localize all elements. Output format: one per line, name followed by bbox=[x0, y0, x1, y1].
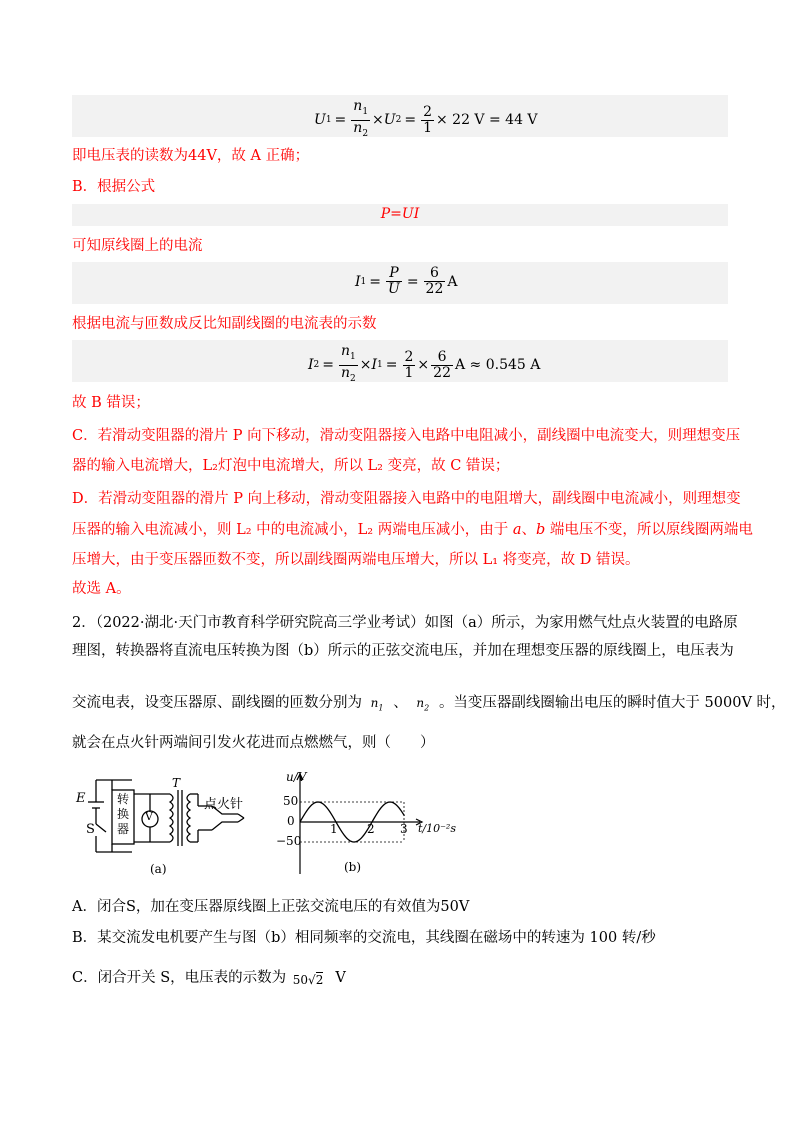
frac-n1-n2 bbox=[339, 344, 358, 387]
num: 6 bbox=[431, 350, 453, 366]
unit: A bbox=[447, 273, 458, 290]
text-span: 、 bbox=[521, 522, 536, 538]
sub: 1 bbox=[377, 360, 383, 371]
question-line: 理图，转换器将直流电压转换为图（b）所示的正弦交流电压，并加在理想变压器的原线圈上，电压表为 bbox=[72, 643, 734, 659]
tick-3: 3 bbox=[400, 822, 408, 836]
sub: 1 bbox=[325, 115, 332, 126]
tick-1: 1 bbox=[330, 822, 338, 836]
frac-6-22 bbox=[424, 266, 446, 297]
coef: 50 bbox=[292, 973, 309, 987]
text-span: 端电压不变，所以原线圈两端电 bbox=[545, 522, 753, 538]
sub: 2 bbox=[395, 115, 402, 126]
den: U bbox=[388, 281, 400, 297]
text-span: 交流电表，设变压器原、副线圈的匝数分别为 bbox=[72, 695, 362, 711]
option-b: B．某交流发电机要产生与图（b）相同频率的交流电，其线圈在磁场中的转速为 100 转/秒 bbox=[72, 930, 656, 946]
question-line: 就会在点火针两端间引发火花进而点燃燃气，则（ ） bbox=[72, 735, 435, 751]
symbol-U2: U bbox=[383, 112, 396, 129]
sub: 2 bbox=[350, 373, 356, 384]
figure-a-circuit bbox=[72, 772, 262, 882]
den: 22 bbox=[425, 281, 444, 297]
formula-current-2: I 2 = $\frac{n_1}{n_2}$ × I 1 = $\frac{2}{1}$ × $\frac{6}{22}$ A ≈ 0.545 A bbox=[308, 344, 540, 387]
text-italic: a bbox=[512, 522, 522, 538]
frac-2-1 bbox=[403, 350, 416, 381]
formula-box-1 bbox=[72, 95, 728, 137]
sub: 2 bbox=[313, 360, 320, 371]
label-S: S bbox=[86, 822, 95, 837]
tick-0: 0 bbox=[287, 814, 295, 828]
formula-box-4 bbox=[72, 340, 728, 382]
tick-neg50: −50 bbox=[276, 834, 302, 848]
question-line: 交流电表，设变压器原、副线圈的匝数分别为 $n_1$ 、 $n_2$ 。当变压器副线圈输出电压的瞬时值大于 5000V 时， bbox=[72, 695, 786, 713]
text-line: 根据电流与匝数成反比知副线圈的电流表的示数 bbox=[72, 316, 377, 332]
n2: n bbox=[353, 119, 363, 136]
formula-box-2 bbox=[72, 204, 728, 226]
num: 2 bbox=[423, 103, 432, 120]
n1: n bbox=[341, 343, 351, 359]
text-line: 可知原线圈上的电流 bbox=[72, 238, 203, 254]
text-span: 压器的输入电流减小，则 L₂ 中的电流减小，L₂ 两端电压减小，由于 bbox=[72, 522, 513, 538]
text-line: 故 B 错误； bbox=[72, 395, 150, 411]
text-italic: b bbox=[535, 522, 546, 538]
label-T: T bbox=[172, 776, 181, 790]
num: P bbox=[386, 266, 402, 282]
answer: 故选 A。 bbox=[72, 581, 131, 597]
text-span: C．闭合开关 S，电压表的示数为 bbox=[72, 970, 287, 986]
tick-2: 2 bbox=[367, 822, 375, 836]
formula-tail: × 22 V = 44 V bbox=[435, 112, 538, 129]
question-line: 2．（2022·湖北·天门市教育科学研究院高三学业考试）如图（a）所示，为家用燃气灶点火装置的电路原 bbox=[72, 615, 738, 631]
symbol-I1: I bbox=[371, 357, 378, 374]
caption-a: (a) bbox=[150, 862, 167, 876]
frac-n1-n2 bbox=[351, 99, 370, 142]
text-line bbox=[72, 520, 753, 540]
formula-tail: A ≈ 0.545 A bbox=[454, 357, 541, 374]
frac-P-U bbox=[386, 266, 402, 297]
tick-50: 50 bbox=[283, 794, 299, 808]
text-line: 器的输入电流增大，L₂灯泡中电流增大，所以 L₂ 变亮，故 C 错误； bbox=[72, 458, 510, 474]
symbol-U1: U bbox=[314, 112, 326, 129]
symbol-I2: I bbox=[308, 357, 314, 374]
text-line: C．若滑动变阻器的滑片 P 向下移动，滑动变阻器接入电路中电阻减小，副线圈中电流变大，则理想变压 bbox=[72, 428, 741, 444]
text-line: 即电压表的读数为44V，故 A 正确； bbox=[72, 148, 310, 164]
text-line: 压增大，由于变压器匝数不变，所以副线圈两端电压增大，所以 L₁ 将变亮，故 D 错误。 bbox=[72, 552, 640, 568]
label-E: E bbox=[76, 791, 86, 806]
sub: 1 bbox=[350, 351, 356, 362]
caption-b: (b) bbox=[344, 860, 362, 874]
frac-2-1 bbox=[421, 105, 434, 136]
label-needle: 点火针 bbox=[204, 797, 244, 812]
formula-current-1: I 1 = $\frac{P}{U}$ = $\frac{6}{22}$ A bbox=[355, 265, 458, 297]
formula-box-3 bbox=[72, 262, 728, 304]
text-line: D．若滑动变阻器的滑片 P 向上移动，滑动变阻器接入电路中的电阻增大，副线圈中电流减小，则理想变 bbox=[72, 491, 741, 507]
sub: 2 bbox=[362, 128, 369, 139]
symbol-I: I bbox=[355, 273, 361, 290]
num: 6 bbox=[424, 266, 446, 282]
n1: n bbox=[353, 98, 363, 114]
text-span: V bbox=[335, 970, 346, 986]
n2: n bbox=[341, 364, 351, 381]
option-a: A．闭合S，加在变压器原线圈上正弦交流电压的有效值为50V bbox=[72, 899, 470, 915]
formula-pui: P=UI bbox=[380, 206, 420, 222]
radicand: 2 bbox=[315, 973, 324, 987]
axis-label-u: u/V bbox=[286, 770, 307, 784]
text-span: 、 bbox=[393, 695, 408, 711]
sub: 1 bbox=[362, 106, 369, 117]
den: 1 bbox=[423, 119, 432, 136]
text-span: 。当变压器副线圈输出电压的瞬时值大于 5000V 时， bbox=[438, 695, 786, 711]
formula-voltage: U 1 = $\frac{n_1}{n_2}$ × U 2 = $\frac{2}{1}$ × 22 V = 44 V bbox=[314, 99, 538, 142]
axis-label-t: t/10⁻²s bbox=[418, 822, 456, 835]
den: 22 bbox=[433, 364, 451, 381]
frac-6-22 bbox=[431, 350, 453, 381]
den: 1 bbox=[404, 364, 414, 381]
text-line: B．根据公式 bbox=[72, 179, 156, 195]
label-V: V bbox=[145, 810, 153, 823]
sub: 1 bbox=[360, 276, 367, 287]
label-converter: 转换器 bbox=[116, 792, 129, 836]
num: 2 bbox=[404, 348, 414, 365]
option-c: C．闭合开关 S，电压表的示数为 50√2 V bbox=[72, 970, 346, 987]
